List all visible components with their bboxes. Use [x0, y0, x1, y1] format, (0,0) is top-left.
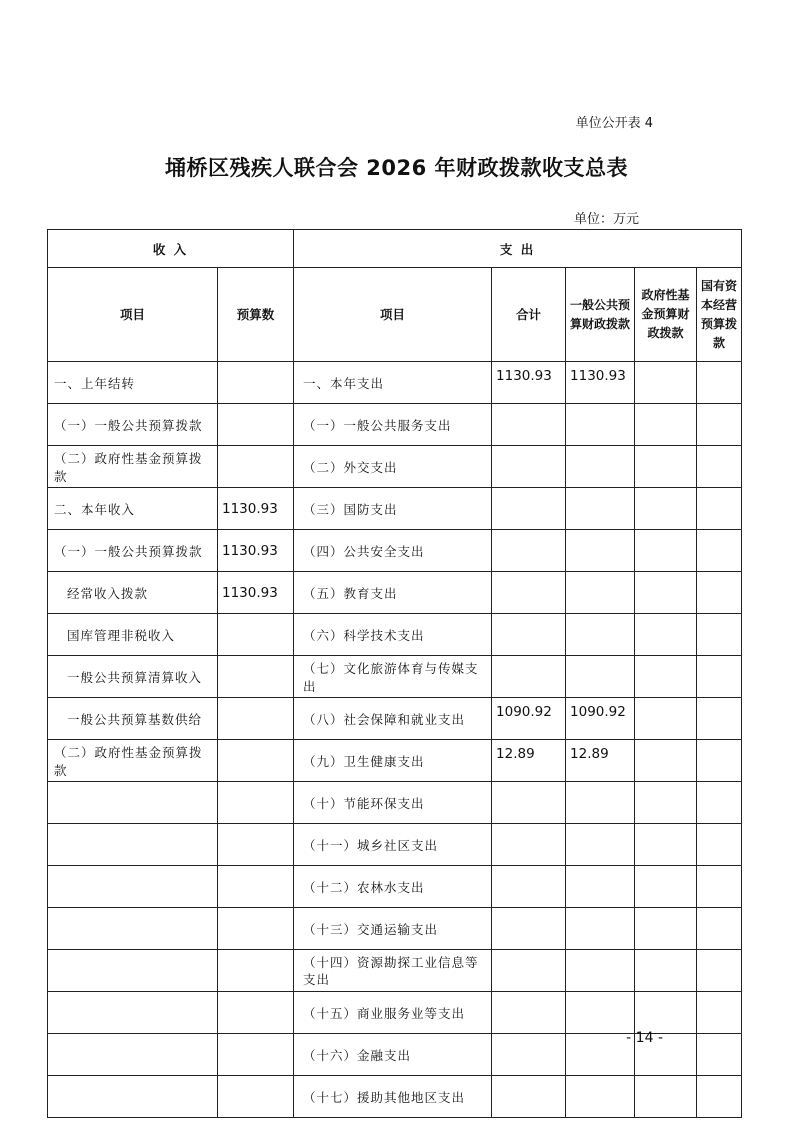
- expense-item: （一）一般公共服务支出: [294, 404, 492, 446]
- expense-fund: [635, 950, 697, 992]
- expense-total: [492, 446, 566, 488]
- expense-item: （十五）商业服务业等支出: [294, 992, 492, 1034]
- table-row: [48, 782, 742, 824]
- header-income-item: 项目: [48, 268, 218, 362]
- table-row: [48, 1076, 742, 1118]
- expense-total: 12.89: [492, 740, 566, 782]
- expense-total: [492, 1034, 566, 1076]
- expense-general: [566, 824, 635, 866]
- expense-fund: [635, 992, 697, 1034]
- expense-fund: [635, 698, 697, 740]
- expense-general: 1130.93: [566, 362, 635, 404]
- expense-total: [492, 656, 566, 698]
- table-row: [48, 614, 742, 656]
- expense-fund: [635, 530, 697, 572]
- table-row: [48, 446, 742, 488]
- income-budget: [218, 992, 294, 1034]
- expense-general: [566, 992, 635, 1034]
- expense-general: 1090.92: [566, 698, 635, 740]
- expense-general: [566, 1076, 635, 1118]
- header-income: 收 入: [48, 230, 294, 268]
- expense-capital: [697, 488, 742, 530]
- table-row: [48, 908, 742, 950]
- income-budget: [218, 824, 294, 866]
- income-budget: [218, 740, 294, 782]
- expense-general: 12.89: [566, 740, 635, 782]
- expense-total: [492, 992, 566, 1034]
- income-item: 一、上年结转: [48, 362, 218, 404]
- income-budget: 1130.93: [218, 572, 294, 614]
- expense-general: [566, 446, 635, 488]
- income-item: [48, 1034, 218, 1076]
- unit-label: 单位：万元: [573, 212, 639, 227]
- expense-capital: [697, 614, 742, 656]
- header-total: 合计: [492, 268, 566, 362]
- expense-capital: [697, 446, 742, 488]
- expense-item: 一、本年支出: [294, 362, 492, 404]
- expense-capital: [697, 362, 742, 404]
- expense-fund: [635, 908, 697, 950]
- expense-fund: [635, 572, 697, 614]
- income-budget: [218, 446, 294, 488]
- expense-total: [492, 488, 566, 530]
- page-number: - 14 -: [626, 1030, 663, 1046]
- expense-item: （十六）金融支出: [294, 1034, 492, 1076]
- header-expense: 支 出: [294, 230, 742, 268]
- income-item: [48, 866, 218, 908]
- income-budget: 1130.93: [218, 530, 294, 572]
- expense-total: [492, 614, 566, 656]
- income-item: [48, 782, 218, 824]
- expense-total: [492, 572, 566, 614]
- income-budget: [218, 1076, 294, 1118]
- expense-capital: [697, 824, 742, 866]
- income-budget: [218, 866, 294, 908]
- expense-capital: [697, 782, 742, 824]
- expense-item: （七）文化旅游体育与传媒支出: [294, 656, 492, 698]
- expense-fund: [635, 362, 697, 404]
- expense-item: （八）社会保障和就业支出: [294, 698, 492, 740]
- header-row-columns: [48, 268, 742, 362]
- header-income-budget: 预算数: [218, 268, 294, 362]
- expense-general: [566, 572, 635, 614]
- table-row: [48, 992, 742, 1034]
- income-item: [48, 824, 218, 866]
- expense-fund: [635, 740, 697, 782]
- header-state-capital: 国有资本经营预算拨款: [697, 268, 742, 362]
- expense-total: [492, 866, 566, 908]
- expense-fund: [635, 1076, 697, 1118]
- expense-total: [492, 782, 566, 824]
- expense-fund: [635, 614, 697, 656]
- expense-general: [566, 530, 635, 572]
- income-item: （二）政府性基金预算拨款: [48, 446, 218, 488]
- expense-general: [566, 656, 635, 698]
- income-budget: [218, 950, 294, 992]
- income-item: 一般公共预算清算收入: [48, 656, 218, 698]
- expense-capital: [697, 404, 742, 446]
- income-item: 二、本年收入: [48, 488, 218, 530]
- expense-fund: [635, 404, 697, 446]
- expense-item: （六）科学技术支出: [294, 614, 492, 656]
- income-item: 经常收入拨款: [48, 572, 218, 614]
- income-budget: [218, 404, 294, 446]
- table-row: [48, 866, 742, 908]
- expense-total: [492, 824, 566, 866]
- expense-fund: [635, 446, 697, 488]
- expense-item: （五）教育支出: [294, 572, 492, 614]
- table-row: [48, 362, 742, 404]
- expense-total: 1090.92: [492, 698, 566, 740]
- income-budget: [218, 1034, 294, 1076]
- income-budget: [218, 656, 294, 698]
- income-item: （二）政府性基金预算拨款: [48, 740, 218, 782]
- header-row-group: [48, 230, 742, 268]
- income-budget: [218, 782, 294, 824]
- expense-total: 1130.93: [492, 362, 566, 404]
- expense-total: [492, 1076, 566, 1118]
- header-general-public: 一般公共预算财政拨款: [566, 268, 635, 362]
- expense-general: [566, 908, 635, 950]
- header-gov-fund: 政府性基金预算财政拨款: [635, 268, 697, 362]
- expense-capital: [697, 530, 742, 572]
- expense-item: （十二）农林水支出: [294, 866, 492, 908]
- expense-general: [566, 782, 635, 824]
- income-budget: 1130.93: [218, 488, 294, 530]
- income-item: （一）一般公共预算拨款: [48, 530, 218, 572]
- expense-general: [566, 488, 635, 530]
- income-item: [48, 992, 218, 1034]
- expense-capital: [697, 740, 742, 782]
- table-row: [48, 488, 742, 530]
- expense-item: （十四）资源勘探工业信息等支出: [294, 950, 492, 992]
- expense-fund: [635, 824, 697, 866]
- table-row: [48, 572, 742, 614]
- table-row: [48, 824, 742, 866]
- table-row: [48, 656, 742, 698]
- income-item: [48, 1076, 218, 1118]
- table-row: [48, 404, 742, 446]
- expense-capital: [697, 950, 742, 992]
- expense-general: [566, 950, 635, 992]
- expense-general: [566, 404, 635, 446]
- expense-total: [492, 530, 566, 572]
- table-row: [48, 950, 742, 992]
- expense-fund: [635, 656, 697, 698]
- expense-capital: [697, 908, 742, 950]
- expense-fund: [635, 782, 697, 824]
- expense-total: [492, 908, 566, 950]
- expense-general: [566, 866, 635, 908]
- budget-table: [47, 229, 742, 1118]
- income-item: [48, 908, 218, 950]
- header-expense-item: 项目: [294, 268, 492, 362]
- income-item: 国库管理非税收入: [48, 614, 218, 656]
- income-budget: [218, 362, 294, 404]
- expense-fund: [635, 866, 697, 908]
- expense-item: （四）公共安全支出: [294, 530, 492, 572]
- expense-general: [566, 614, 635, 656]
- income-item: 一般公共预算基数供给: [48, 698, 218, 740]
- expense-capital: [697, 866, 742, 908]
- expense-item: （九）卫生健康支出: [294, 740, 492, 782]
- expense-item: （十一）城乡社区支出: [294, 824, 492, 866]
- expense-capital: [697, 698, 742, 740]
- expense-item: （十）节能环保支出: [294, 782, 492, 824]
- table-row: [48, 698, 742, 740]
- expense-fund: [635, 488, 697, 530]
- income-budget: [218, 698, 294, 740]
- document-code: 单位公开表 4: [575, 116, 653, 131]
- table-row: [48, 530, 742, 572]
- expense-total: [492, 404, 566, 446]
- table-row: [48, 740, 742, 782]
- expense-item: （十三）交通运输支出: [294, 908, 492, 950]
- expense-item: （二）外交支出: [294, 446, 492, 488]
- income-budget: [218, 908, 294, 950]
- expense-general: [566, 1034, 635, 1076]
- expense-total: [492, 950, 566, 992]
- income-item: （一）一般公共预算拨款: [48, 404, 218, 446]
- income-item: [48, 950, 218, 992]
- expense-capital: [697, 656, 742, 698]
- expense-capital: [697, 992, 742, 1034]
- page-title: 埇桥区残疾人联合会 2026 年财政拨款收支总表: [164, 156, 629, 180]
- expense-capital: [697, 1034, 742, 1076]
- expense-item: （十七）援助其他地区支出: [294, 1076, 492, 1118]
- expense-item: （三）国防支出: [294, 488, 492, 530]
- expense-capital: [697, 1076, 742, 1118]
- expense-capital: [697, 572, 742, 614]
- income-budget: [218, 614, 294, 656]
